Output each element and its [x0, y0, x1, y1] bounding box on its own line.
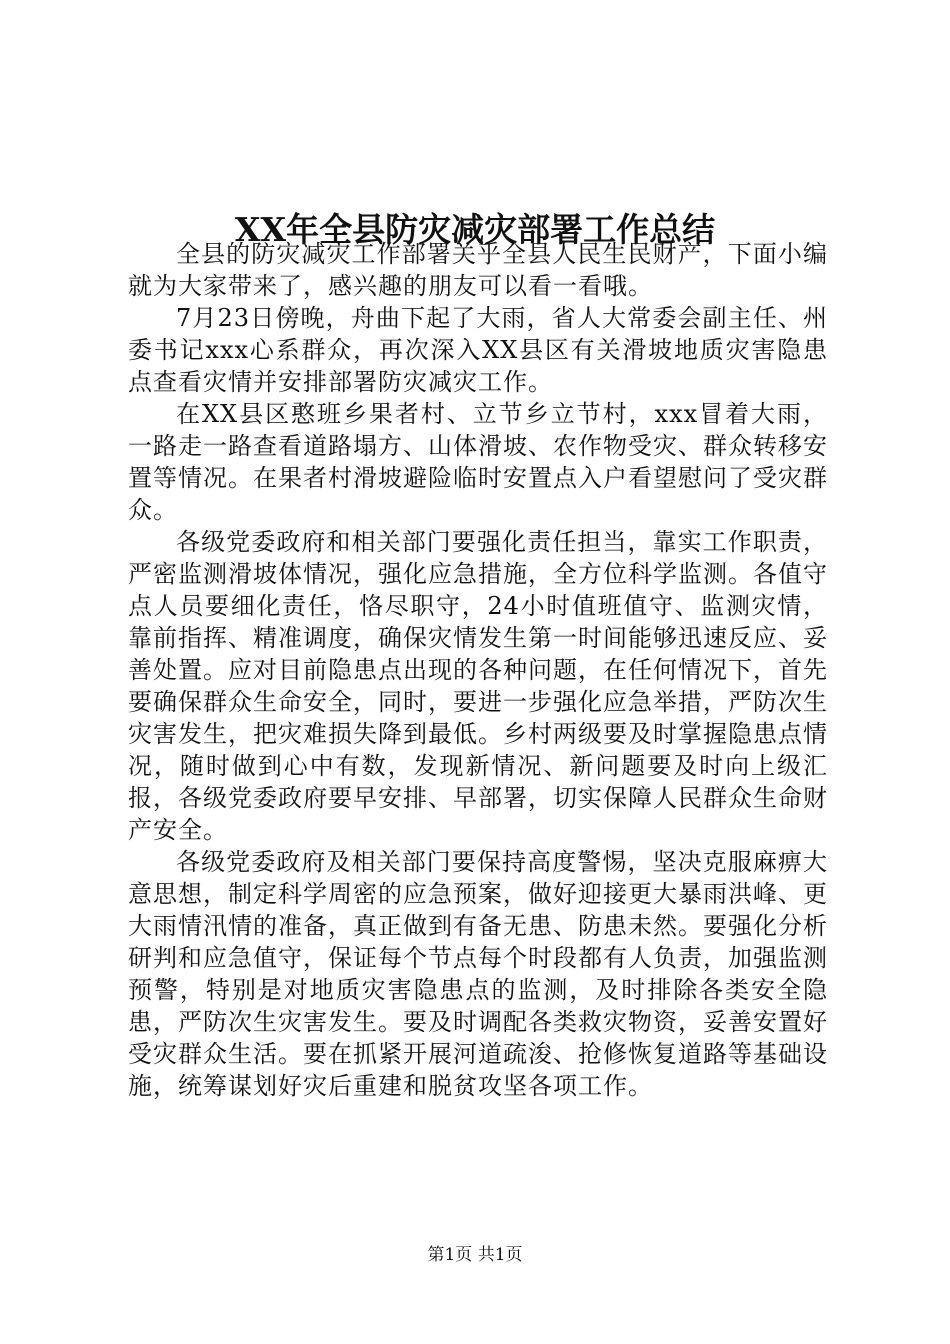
paragraph-5: 各级党委政府及相关部门要保持高度警惕，坚决克服麻痹大意思想，制定科学周密的应急预案，做好迎接更大暴雨洪峰、更大雨情汛情的准备，真正做到有备无患、防患未然。要强化分析研判和应急值守，保证每个节点每个时段都有人负责，加强监测预警，特别是对地质灾害隐患点的监测，及时排除各类安全隐患，严防次生灾害发生。要及时调配各类救灾物资，妥善安置好受灾群众生活。要在抓紧开展河道疏浚、抢修恢复道路等基础设施，统筹谋划好灾后重建和脱贫攻坚各项工作。 — [128, 848, 828, 1100]
document-title: XX年全县防灾减灾部署工作总结 — [234, 210, 716, 250]
document-body — [128, 238, 828, 1102]
paragraph-3: 在XX县区憨班乡果者村、立节乡立节村，xxx冒着大雨，一路走一路查看道路塌方、山体滑坡、农作物受灾、群众转移安置等情况。在果者村滑坡避险临时安置点入户看望慰问了受灾群众。 — [128, 400, 828, 524]
paragraph-4: 各级党委政府和相关部门要强化责任担当，靠实工作职责，严密监测滑坡体情况，强化应急措施，全方位科学监测。各值守点人员要细化责任，恪尽职守，24小时值班值守、监测灾情，靠前指挥、精准调度，确保灾情发生第一时间能够迅速反应、妥善处置。应对目前隐患点出现的各种问题，在任何情况下，首先要确保群众生命安全，同时，要进一步强化应急举措，严防次生灾害发生，把灾难损失降到最低。乡村两级要及时掌握隐患点情况，随时做到心中有数，发现新情况、新问题要及时向上级汇报，各级党委政府要早安排、早部署，切实保障人民群众生命财产安全。 — [128, 528, 828, 844]
page-number-footer: 第1页 共1页 — [427, 1245, 523, 1265]
paragraph-2: 7月23日傍晚，舟曲下起了大雨，省人大常委会副主任、州委书记xxx心系群众，再次深入XX县区有关滑坡地质灾害隐患点查看灾情并安排部署防灾减灾工作。 — [128, 304, 828, 396]
paragraph-intro: 全县的防灾减灾工作部署关乎全县人民生民财产，下面小编就为大家带来了，感兴趣的朋友可以看一看哦。 — [128, 240, 828, 300]
